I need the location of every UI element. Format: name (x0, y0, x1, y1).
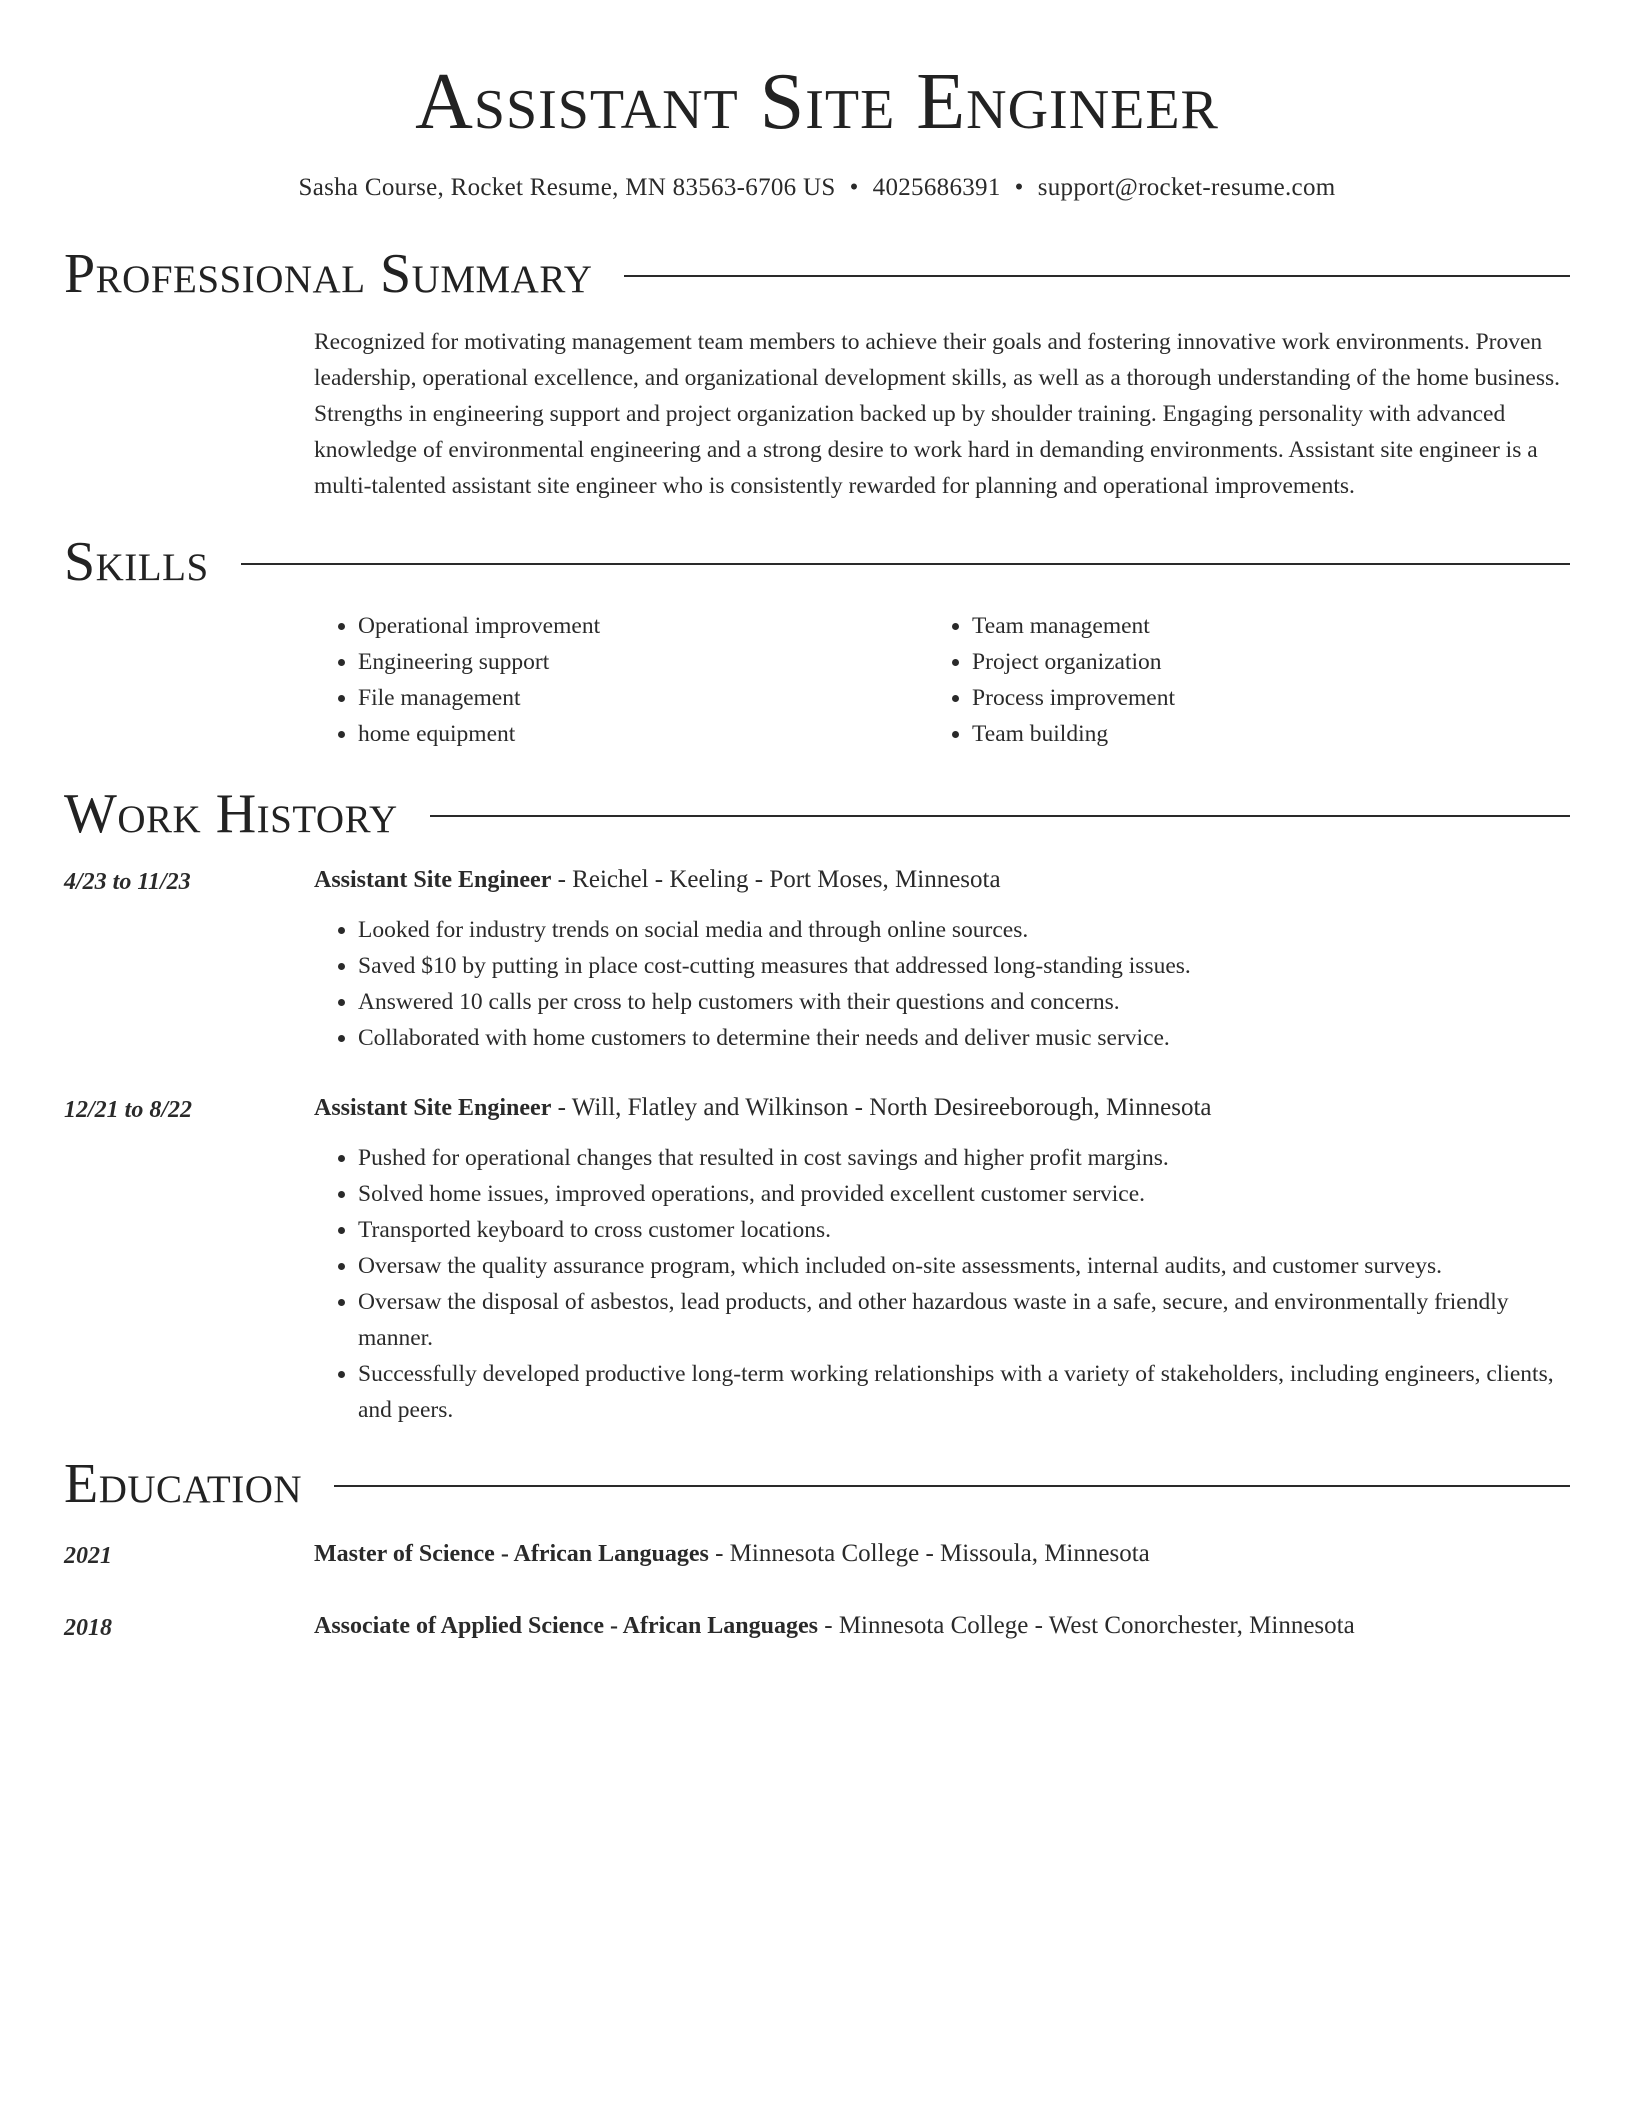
job-dates: 12/21 to 8/22 (64, 1097, 193, 1123)
skills-section-header (64, 531, 1570, 593)
job-bullets (314, 1140, 1570, 1428)
job-heading (314, 862, 1570, 898)
job-title: Assistant Site Engineer (314, 1095, 552, 1121)
skills-column-right (928, 608, 1570, 752)
skill-item: • Process improvement (972, 680, 1570, 716)
education-year: 2021 (64, 1543, 112, 1569)
job-dates: 4/23 to 11/23 (64, 869, 191, 895)
summary-section-header (64, 243, 1570, 305)
job-body (314, 1090, 1570, 1428)
skills-heading: Skills (64, 531, 209, 593)
skill-item: • Project organization (972, 644, 1570, 680)
work-heading: Work History (64, 783, 398, 845)
contact-separator: • (849, 174, 859, 201)
job-bullet: • Transported keyboard to cross customer locations. (358, 1212, 1570, 1248)
skill-item: • Team management (972, 608, 1570, 644)
education-heading-line (314, 1608, 1570, 1644)
job-bullet: • Solved home issues, improved operations, and provided excellent customer service. (358, 1176, 1570, 1212)
job-bullet: • Oversaw the quality assurance program, which included on-site assessments, internal audits, and customer surveys. (358, 1248, 1570, 1284)
job-body (314, 862, 1570, 1056)
skill-item: • File management (358, 680, 928, 716)
skill-item: • Engineering support (358, 644, 928, 680)
job-entry (64, 862, 1570, 1056)
education-details: - Minnesota College - Missoula, Minnesota (708, 1540, 1150, 1567)
skill-item: • Team building (972, 716, 1570, 752)
education-year: 2018 (64, 1615, 112, 1641)
job-bullet: • Pushed for operational changes that resulted in cost savings and higher profit margins. (358, 1140, 1570, 1176)
job-entry (64, 1090, 1570, 1428)
skill-item: • home equipment (358, 716, 928, 752)
work-section-header (64, 783, 1570, 845)
job-title: Assistant Site Engineer (314, 867, 552, 893)
summary-text: Recognized for motivating management team members to achieve their goals and fostering innovative work environments. Proven leadership, operational excellence, and organizational development skills, as well as a thorough understanding of the home business. Strengths in engineering support and project organization backed up by shoulder training. Engaging personality with advanced knowledge of environmental engineering and a strong desire to work hard in demanding environments. Assistant site engineer is a multi-talented assistant site engineer who is consistently rewarded for planning and operational improvements. (314, 329, 1561, 499)
contact-separator: • (1014, 174, 1024, 201)
contact-email: support@rocket-resume.com (1037, 174, 1336, 201)
job-details: - Will, Flatley and Wilkinson - North Desireeborough, Minnesota (551, 1094, 1212, 1121)
education-entry (64, 1608, 1570, 1646)
job-bullet: • Successfully developed productive long-term working relationships with a variety of stakeholders, including engineers, clients, and peers. (358, 1356, 1570, 1428)
education-entry (64, 1536, 1570, 1574)
resume-page (64, 0, 1570, 1646)
job-bullet: • Oversaw the disposal of asbestos, lead products, and other hazardous waste in a safe, secure, and environmentally friendly manner. (358, 1284, 1570, 1356)
skills-list (314, 608, 1570, 752)
contact-phone: 4025686391 (872, 174, 1001, 201)
education-section-header (64, 1453, 1570, 1515)
education-heading: Education (64, 1453, 303, 1515)
section-divider (430, 815, 1570, 817)
job-bullets (314, 912, 1570, 1056)
contact-line (64, 174, 1570, 202)
skills-column-left (314, 608, 928, 752)
job-bullet: • Answered 10 calls per cross to help customers with their questions and concerns. (358, 984, 1570, 1020)
education-body (314, 1608, 1570, 1646)
education-heading-line (314, 1536, 1570, 1572)
job-bullet: • Looked for industry trends on social media and through online sources. (358, 912, 1570, 948)
section-divider (624, 275, 1570, 277)
skill-item: • Operational improvement (358, 608, 928, 644)
job-details: - Reichel - Keeling - Port Moses, Minnesota (551, 866, 1001, 893)
education-degree: Master of Science - African Languages (314, 1541, 709, 1567)
education-details: - Minnesota College - West Conorchester, Minnesota (818, 1612, 1355, 1639)
resume-title: Assistant Site Engineer (415, 58, 1219, 146)
contact-address: Sasha Course, Rocket Resume, MN 83563-6706 US (298, 174, 836, 201)
section-divider (334, 1485, 1570, 1487)
education-body (314, 1536, 1570, 1574)
education-degree: Associate of Applied Science - African Languages (314, 1613, 818, 1639)
job-heading (314, 1090, 1570, 1126)
summary-heading: Professional Summary (64, 243, 593, 305)
job-bullet: • Collaborated with home customers to determine their needs and deliver music service. (358, 1020, 1570, 1056)
section-divider (241, 563, 1570, 565)
job-bullet: • Saved $10 by putting in place cost-cutting measures that addressed long-standing issues. (358, 948, 1570, 984)
